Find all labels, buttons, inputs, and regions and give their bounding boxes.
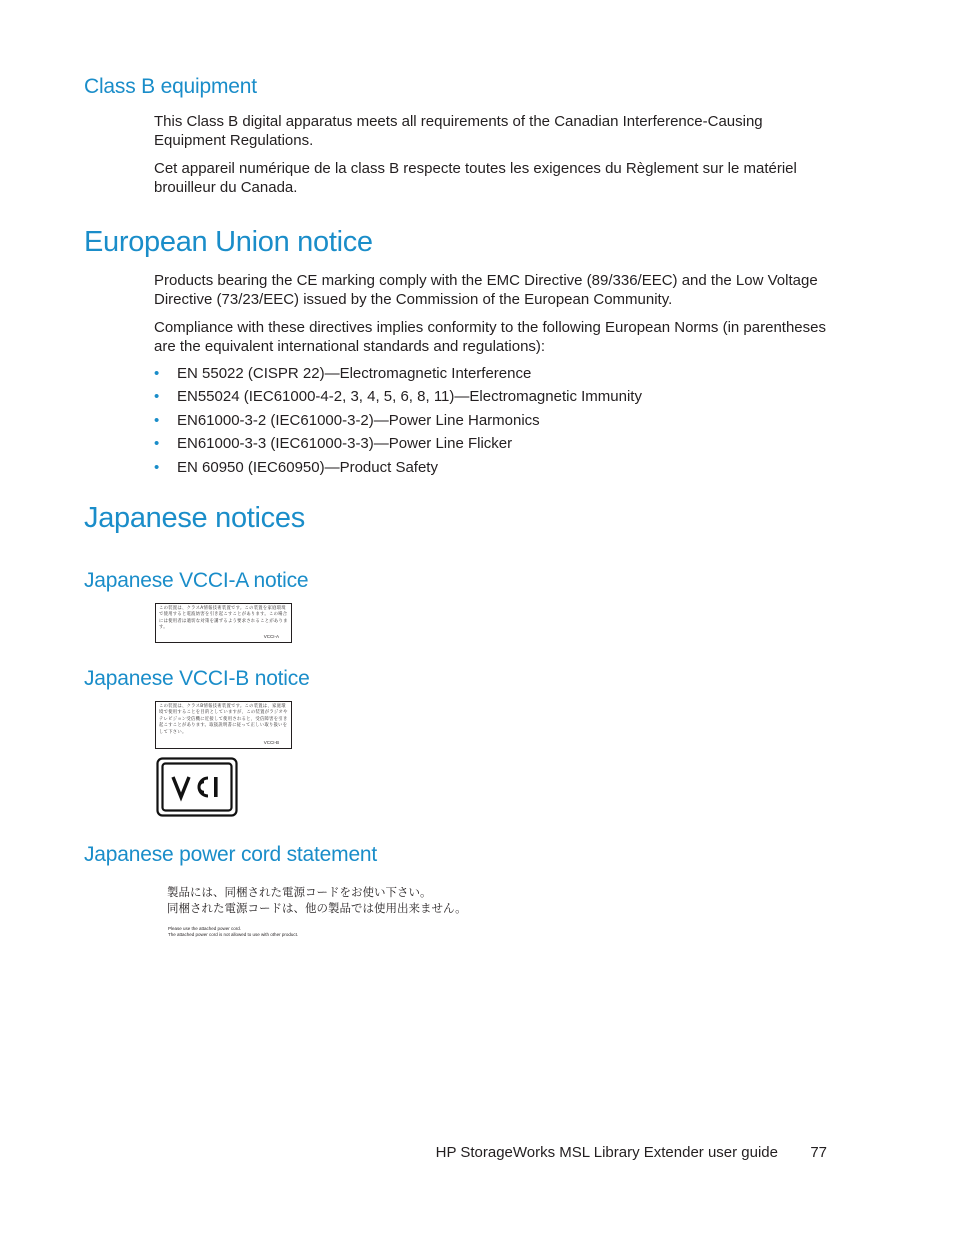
- list-item-text: EN61000-3-2 (IEC61000-3-2)—Power Line Harmonics: [177, 411, 540, 429]
- power-cord-jp-line-2: 同梱された電源コードは、他の製品では使用出来ません。: [167, 901, 467, 915]
- list-item-text: EN55024 (IEC61000-4-2, 3, 4, 5, 6, 8, 11)—Electromagnetic Immunity: [177, 388, 642, 406]
- bullet-icon: •: [154, 458, 160, 476]
- vcci-a-heading: Japanese VCCI-A notice: [84, 569, 309, 592]
- power-cord-heading: Japanese power cord statement: [84, 843, 378, 866]
- bullet-icon: •: [154, 435, 160, 453]
- list-item: [154, 387, 642, 410]
- power-cord-english-text: [168, 926, 298, 937]
- eu-notice-heading: European Union notice: [84, 226, 373, 258]
- list-item-text: EN 55022 (CISPR 22)—Electromagnetic Interference: [177, 365, 532, 382]
- vcci-b-notice-text: この装置は、クラスB情報技術装置です。この装置は、家庭環境で使用することを目的としていますが、この装置がラジオやテレビジョン受信機に近接して使用されると、受信障害を引き起こすことがあります。取扱説明書に従って正しい取り扱いをして下さい。: [159, 704, 288, 735]
- vcci-logo-icon: [156, 757, 238, 817]
- power-cord-en-line-2: The attached power cord is not allowed to use with other product.: [168, 931, 299, 937]
- bullet-icon: •: [154, 411, 160, 429]
- bullet-icon: •: [154, 365, 160, 382]
- vcci-a-notice-text: この装置は、クラスA情報技術装置です。この装置を家庭環境で使用すると電波妨害を引き起こすことがあります。この場合には使用者は適切な対策を講ずるよう要求されることがあります。: [159, 606, 288, 631]
- list-item: [154, 434, 642, 457]
- list-item: [154, 411, 642, 434]
- eu-paragraph-ce-marking: Products bearing the CE marking comply with the EMC Directive (89/336/EEC) and the Low Voltage Directive (73/23/EEC) issued by the Commission of the European Community.: [154, 272, 818, 308]
- footer-guide-title: HP StorageWorks MSL Library Extender user guide: [435, 1144, 778, 1161]
- power-cord-jp-line-1: 製品には、同梱された電源コードをお使い下さい。: [167, 885, 432, 899]
- class-b-paragraph-english: This Class B digital apparatus meets all requirements of the Canadian Interference-Causing Equipment Regulations.: [154, 113, 763, 149]
- eu-norms-list: [154, 364, 642, 481]
- page-number: 77: [810, 1144, 827, 1161]
- power-cord-japanese-text: [167, 884, 467, 916]
- vcci-b-heading: Japanese VCCI-B notice: [84, 667, 310, 690]
- class-b-paragraph-french: Cet appareil numérique de la class B respecte toutes les exigences du Règlement sur le matériel brouilleur du Canada.: [154, 160, 797, 196]
- vcci-b-tag: VCCI-B: [263, 740, 279, 745]
- japanese-notices-heading: Japanese notices: [84, 502, 305, 534]
- class-b-heading: Class B equipment: [84, 75, 257, 98]
- power-cord-en-line-1: Please use the attached power cord.: [168, 926, 242, 931]
- vcci-a-tag: VCCI-A: [263, 634, 279, 639]
- bullet-icon: •: [154, 388, 160, 406]
- list-item-text: EN 60950 (IEC60950)—Product Safety: [177, 458, 438, 476]
- list-item-text: EN61000-3-3 (IEC61000-3-3)—Power Line Flicker: [177, 435, 513, 453]
- list-item: [154, 364, 642, 387]
- vcci-a-notice-box: [155, 603, 292, 643]
- list-item: [154, 458, 642, 481]
- vcci-b-notice-box: [155, 701, 292, 749]
- eu-paragraph-compliance: Compliance with these directives implies conformity to the following European Norms (in parentheses are the equivalent international standards and regulations):: [154, 319, 826, 355]
